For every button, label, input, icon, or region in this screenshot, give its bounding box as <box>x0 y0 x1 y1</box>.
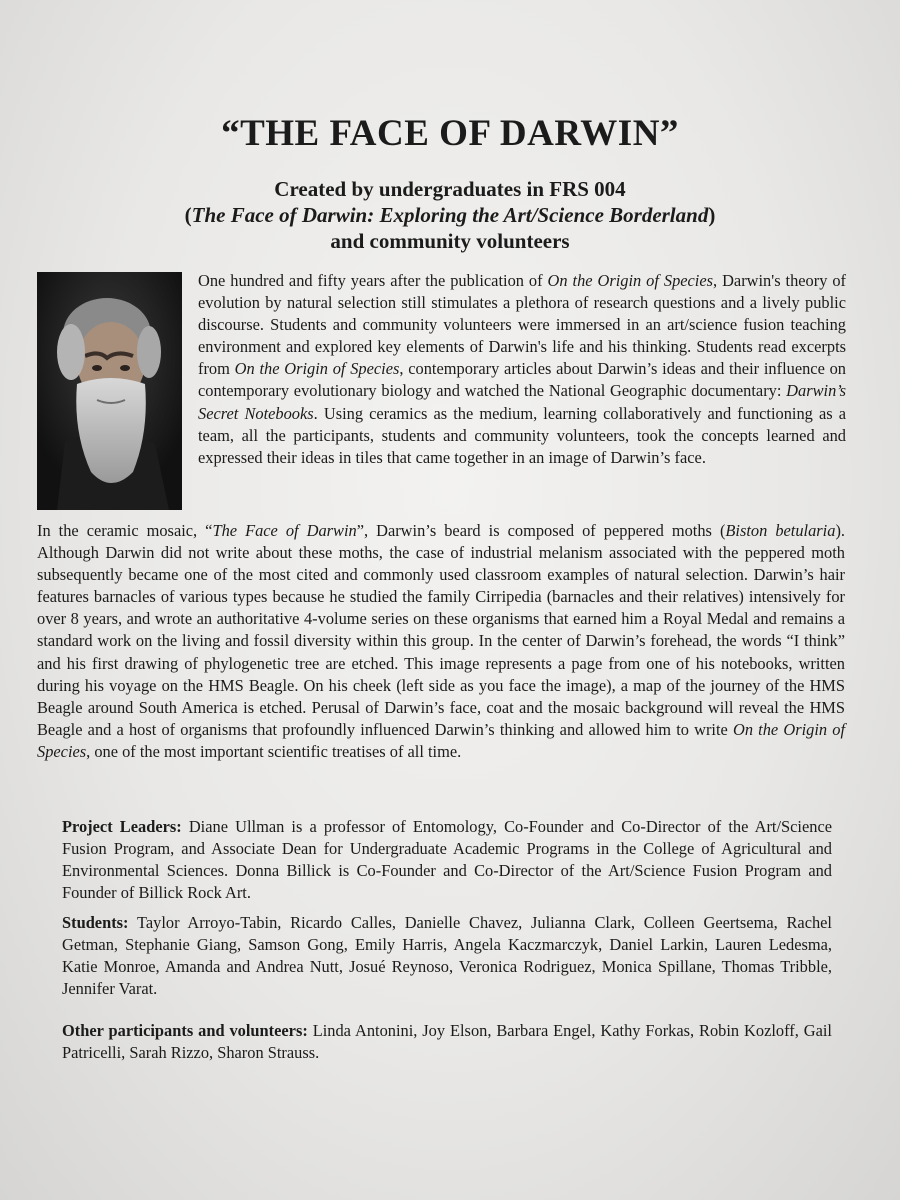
mosaic-description-paragraph <box>37 520 845 763</box>
page-title: “THE FACE OF DARWIN” <box>221 113 679 154</box>
body-text-4: , one of the most important scientific treatises of all time. <box>86 741 462 761</box>
students-text: Taylor Arroyo-Tabin, Ricardo Calles, Danielle Chavez, Julianna Clark, Colleen Geertsema, Rachel Getman, Stephanie Giang, Samson Gong, Emily Harris, Angela Kaczmarczyk, Daniel Larkin, Lauren Ledesma, Katie Monroe, Amanda and Andrea Nutt, Josué Reynoso, Veronica Rodriguez, Monica Spillane, Thomas Tribble, Jennifer Varat. <box>62 913 832 999</box>
project-leaders-section <box>62 816 832 904</box>
body-text-1: In the ceramic mosaic, “ <box>37 521 213 540</box>
students-section <box>62 912 832 1000</box>
body-italic-1: The Face of Darwin <box>212 521 357 540</box>
intro-text-4: . Using ceramics as the medium, learning collaboratively and functioning as a team, all the participants, students and community volunteers, took the concepts learned and expressed their ideas in tiles that came together in an image of Darwin’s face. <box>198 403 847 467</box>
subtitle-line-2 <box>0 202 900 228</box>
portrait-icon <box>37 272 182 510</box>
volunteers-text: Linda Antonini, Joy Elson, Barbara Engel, Kathy Forkas, Robin Kozloff, Gail Patricelli, Sarah Rizzo, Sharon Strauss. <box>62 1021 832 1063</box>
body-text-3: ). Although Darwin did not write about these moths, the case of industrial melanism associated with the peppered moth subsequently became one of the most cited and commonly used classroom examples of natural selection. Darwin’s hair features barnacles of various types because he studied the family Cirripedia (barnacles and their relatives) intensively for over 8 years, and wrote an authoritative 4-volume series on these organisms that earned him a Royal Medal and remains a standard work on the living and fossil diversity within this group. In the center of Darwin’s forehead, the words “I think” and his first drawing of phylogenetic tree are etched. This image represents a page from one of his notebooks, written during his voyage on the HMS Beagle. On his cheek (left side as you face the image), a map of the journey of the HMS Beagle around South America is etched. Perusal of Darwin’s face, coat and the mosaic background will reveal the HMS Beagle and a host of organisms that profoundly influenced Darwin’s thinking and allowed him to write <box>37 521 845 739</box>
intro-text-2: , Darwin's theory of evolution by natural selection still stimulates a plethora of research questions and a lively public discourse. Students and community volunteers were immersed in an art/science fusion teaching environment and explored key elements of Darwin's life and his thinking. Students read excerpts from <box>198 271 847 379</box>
intro-text-1: One hundred and fifty years after the publication of <box>198 271 548 290</box>
intro-text-3: , contemporary articles about Darwin’s ideas and their influence on contemporary evolutionary biology and watched the National Geographic documentary: <box>198 359 846 401</box>
project-leaders-label: Project Leaders: <box>62 817 182 836</box>
students-label: Students: <box>62 913 129 932</box>
intro-italic-1: On the Origin of Species <box>547 271 714 290</box>
intro-italic-2: On the Origin of Species <box>234 359 400 379</box>
darwin-portrait-photo <box>37 272 182 510</box>
intro-italic-3: Darwin’s Secret Notebooks <box>198 381 846 423</box>
subtitle-line-3: and community volunteers <box>330 229 570 253</box>
body-italic-2: Biston betularia <box>725 521 836 540</box>
volunteers-label: Other participants and volunteers: <box>62 1021 308 1040</box>
subtitle <box>0 176 900 254</box>
body-text-2: ”, Darwin’s beard is composed of peppered moths ( <box>356 521 726 540</box>
subtitle-line-1: Created by undergraduates in FRS 004 <box>274 177 626 201</box>
body-italic-3: On the Origin of Species <box>37 719 846 761</box>
course-title: The Face of Darwin: Exploring the Art/Science Borderland <box>191 203 709 227</box>
subtitle-paren-close: ) <box>708 203 716 227</box>
project-leaders-text: Diane Ullman is a professor of Entomology, Co-Founder and Co-Director of the Art/Science Fusion Program, and Associate Dean for Undergraduate Academic Programs in the College of Agricultural and Environmental Sciences. Donna Billick is Co-Founder and Co-Director of the Art/Science Fusion Program and Founder of Billick Rock Art. <box>62 817 832 903</box>
subtitle-paren-open: ( <box>184 203 192 227</box>
intro-paragraph <box>198 270 846 469</box>
volunteers-section <box>62 1020 832 1064</box>
